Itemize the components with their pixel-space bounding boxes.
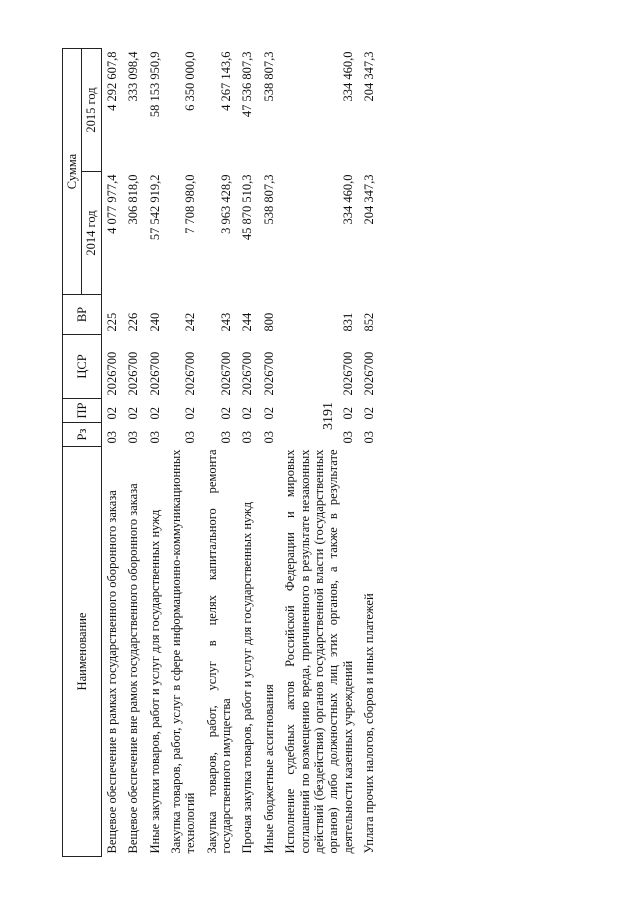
table-row xyxy=(166,49,202,857)
budget-table xyxy=(62,48,380,857)
header-pr: ПР xyxy=(63,399,102,423)
table-row xyxy=(280,49,359,857)
row-rz: 03 xyxy=(101,423,123,447)
row-pr: 02 xyxy=(240,407,255,420)
row-rz: 03 xyxy=(362,431,376,444)
row-vr: 852 xyxy=(362,312,376,332)
row-csr: 2026700 xyxy=(126,351,141,396)
row-sum-2014: 4 077 977,4 xyxy=(101,172,123,295)
table-row xyxy=(145,49,166,857)
row-sum-2015: 4 292 607,8 xyxy=(101,49,123,172)
row-sum-2015: 334 460,0 xyxy=(340,51,355,102)
row-sum-2015: 333 098,4 xyxy=(126,51,141,102)
table-row xyxy=(101,49,123,857)
row-pr: 02 xyxy=(126,407,141,420)
row-name: Иные закупки товаров, работ и услуг для государственных нужд xyxy=(147,509,162,854)
row-csr: 2026700 xyxy=(101,335,123,399)
row-pr: 02 xyxy=(261,407,276,420)
row-name: Закупка товаров, работ, услуг в сфере информационно-коммуникационных технологий xyxy=(168,449,198,854)
row-vr: 244 xyxy=(240,312,255,332)
row-vr: 243 xyxy=(219,312,233,332)
table-row xyxy=(259,49,280,857)
row-name: Закупка товаров, работ, услуг в целях капитального ремонта государственного имущества xyxy=(204,449,233,854)
row-rz: 03 xyxy=(340,431,355,444)
row-csr: 2026700 xyxy=(240,351,255,396)
table-row xyxy=(237,49,258,857)
row-sum-2014: 306 818,0 xyxy=(126,174,141,225)
row-sum-2015: 47 536 807,3 xyxy=(240,51,255,118)
header-sum: Сумма xyxy=(63,49,82,295)
row-sum-2015: 538 807,3 xyxy=(261,51,276,102)
row-vr: 225 xyxy=(101,295,123,335)
row-csr: 2026700 xyxy=(261,351,276,396)
row-vr: 240 xyxy=(147,312,162,332)
table-row xyxy=(359,49,380,857)
row-sum-2015: 4 267 143,6 xyxy=(219,51,233,111)
table-row xyxy=(123,49,144,857)
row-sum-2014: 57 542 919,2 xyxy=(147,174,162,241)
table-header xyxy=(63,49,102,857)
row-pr: 02 xyxy=(219,407,233,420)
row-csr: 2026700 xyxy=(183,351,198,396)
row-pr: 02 xyxy=(362,407,376,420)
row-name: Исполнение судебных актов Российской Федерации и мировых соглашений по возмещению вреда, причиненного в результате незаконных действий (бездействия) органов государственной власти (государственных органов) либо должностных лиц этих органов, а также в результате деятельности казенных учреждений xyxy=(283,449,355,854)
row-sum-2015: 58 153 950,9 xyxy=(147,51,162,118)
header-name: Наименование xyxy=(63,447,102,857)
table-body xyxy=(101,49,380,857)
row-name: Иные бюджетные ассигнования xyxy=(261,684,276,854)
row-sum-2015: 6 350 000,0 xyxy=(183,51,198,111)
row-vr: 831 xyxy=(340,312,355,332)
row-rz: 03 xyxy=(261,431,276,444)
row-pr: 02 xyxy=(101,399,123,423)
row-pr: 02 xyxy=(147,407,162,420)
row-vr: 800 xyxy=(261,312,276,332)
row-vr: 242 xyxy=(183,312,198,332)
row-sum-2014: 45 870 510,3 xyxy=(240,174,255,241)
table-row xyxy=(202,49,238,857)
row-rz: 03 xyxy=(219,431,233,444)
header-rz: Рз xyxy=(63,423,102,447)
row-pr: 02 xyxy=(340,407,355,420)
row-sum-2015: 204 347,3 xyxy=(362,51,376,102)
header-csr: ЦСР xyxy=(63,335,102,399)
row-csr: 2026700 xyxy=(219,351,233,396)
row-vr: 226 xyxy=(126,312,141,332)
row-csr: 2026700 xyxy=(362,351,376,396)
row-rz: 03 xyxy=(147,431,162,444)
row-csr: 2026700 xyxy=(147,351,162,396)
header-year-2014: 2014 год xyxy=(82,172,101,295)
row-csr: 2026700 xyxy=(340,351,355,396)
row-sum-2014: 334 460,0 xyxy=(340,174,355,225)
row-pr: 02 xyxy=(183,407,198,420)
row-rz: 03 xyxy=(240,431,255,444)
row-sum-2014: 538 807,3 xyxy=(261,174,276,225)
page-number: 3191 xyxy=(321,402,336,430)
header-vr: ВР xyxy=(63,295,102,335)
row-name: Уплата прочих налогов, сборов и иных платежей xyxy=(362,593,376,854)
row-sum-2014: 3 963 428,9 xyxy=(219,174,233,234)
row-rz: 03 xyxy=(126,431,141,444)
row-name: Вещевое обеспечение в рамках государственного оборонного заказа xyxy=(101,447,123,857)
row-sum-2014: 7 708 980,0 xyxy=(183,174,198,234)
row-rz: 03 xyxy=(183,431,198,444)
row-sum-2014: 204 347,3 xyxy=(362,174,376,225)
row-name: Вещевое обеспечение вне рамок государственного оборонного заказа xyxy=(126,483,141,854)
row-name: Прочая закупка товаров, работ и услуг для государственных нужд xyxy=(240,501,255,854)
header-year-2015: 2015 год xyxy=(82,49,101,172)
